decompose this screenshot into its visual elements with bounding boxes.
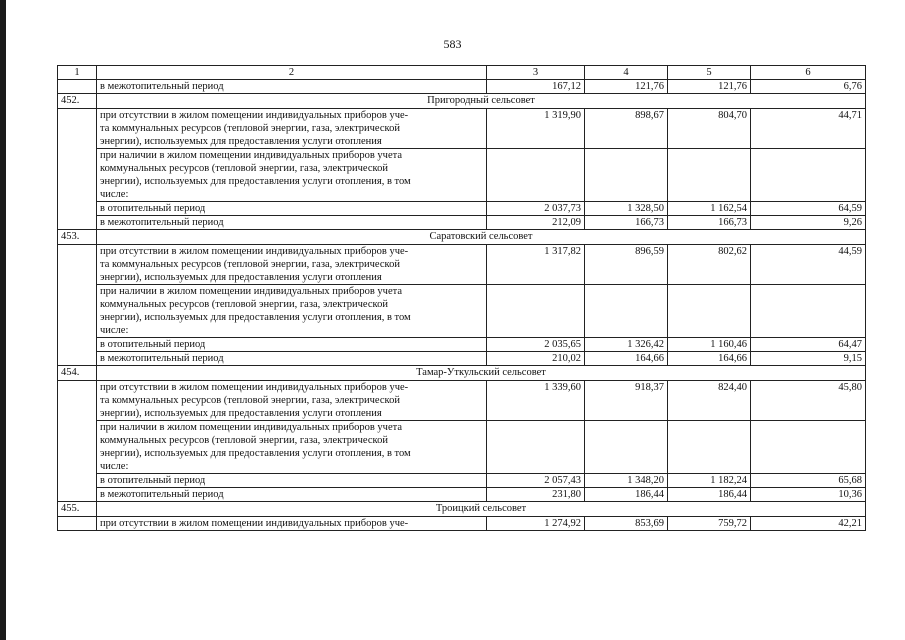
absent-meters-row [58,517,866,531]
description-line: числе: [100,189,129,200]
value-col-5: 824,40 [668,381,751,421]
value-col-4: 166,73 [585,216,668,230]
value-col-4: 164,66 [585,352,668,366]
header-cell-5: 5 [668,66,751,80]
value-col-4: 898,67 [585,109,668,149]
description-cell [97,245,487,285]
empty-value-col-3 [487,285,585,338]
value-col-3: 1 274,92 [487,517,585,531]
description-line: при отсутствии в жилом помещении индивидуальных приборов уче- [100,246,409,257]
heating-period-row [58,474,866,488]
value-col-6: 9,15 [751,352,866,366]
value-col-5: 1 182,24 [668,474,751,488]
value-col-3: 1 319,90 [487,109,585,149]
value-col-6: 45,80 [751,381,866,421]
nonheating-period-row [58,488,866,502]
absent-meters-row [58,381,866,421]
value-col-3: 2 057,43 [487,474,585,488]
row-label: в межотопительный период [97,80,487,94]
description-line: та коммунальных ресурсов (тепловой энергии, газа, электрической [100,123,400,134]
description-line: при наличии в жилом помещении индивидуальных приборов учета [100,286,402,297]
description-cell [97,109,487,149]
row-label: в отопительный период [97,202,487,216]
section-title-row [58,94,866,109]
index-cell [58,245,97,366]
value-col-6: 64,59 [751,202,866,216]
empty-value-col-5 [668,149,751,202]
empty-value-col-3 [487,149,585,202]
value-col-6: 64,47 [751,338,866,352]
value-col-5: 121,76 [668,80,751,94]
value-col-5: 804,70 [668,109,751,149]
description-line: при отсутствии в жилом помещении индивидуальных приборов уче- [100,382,409,393]
description-line: числе: [100,325,129,336]
value-col-6: 9,26 [751,216,866,230]
index-cell [58,80,97,94]
value-col-3: 1 339,60 [487,381,585,421]
description-line: при отсутствии в жилом помещении индивидуальных приборов уче- [100,110,409,121]
header-cell-2: 2 [97,66,487,80]
value-col-5: 759,72 [668,517,751,531]
description-line: энергии), используемых для предоставления услуги отопления [100,272,382,283]
header-cell-6: 6 [751,66,866,80]
index-cell [58,517,97,531]
section-title-row [58,230,866,245]
description-cell [97,517,487,531]
header-row [58,66,866,80]
empty-value-col-5 [668,421,751,474]
description-line: числе: [100,461,129,472]
value-col-5: 802,62 [668,245,751,285]
section-title-row [58,502,866,517]
value-col-5: 1 162,54 [668,202,751,216]
empty-value-col-6 [751,285,866,338]
section-title: Пригородный сельсовет [97,94,866,109]
value-col-4: 1 326,42 [585,338,668,352]
present-meters-row [58,421,866,474]
heating-period-row [58,202,866,216]
page-number: 583 [443,37,462,51]
scan-edge [0,0,6,640]
description-line: энергии), используемых для предоставления услуги отопления, в том [100,312,411,323]
section-index: 455. [58,502,97,517]
header-cell-4: 4 [585,66,668,80]
value-col-6: 10,36 [751,488,866,502]
nonheating-period-row [58,352,866,366]
value-col-5: 166,73 [668,216,751,230]
empty-value-col-4 [585,421,668,474]
present-meters-row [58,149,866,202]
absent-meters-row [58,109,866,149]
description-line: при отсутствии в жилом помещении индивидуальных приборов уче- [100,518,409,529]
section-index: 453. [58,230,97,245]
heating-period-row [58,338,866,352]
value-col-6: 65,68 [751,474,866,488]
empty-value-col-6 [751,149,866,202]
table-body [58,66,866,531]
row-label: в отопительный период [97,474,487,488]
header-cell-3: 3 [487,66,585,80]
value-col-4: 1 348,20 [585,474,668,488]
value-col-4: 1 328,50 [585,202,668,216]
value-col-3: 210,02 [487,352,585,366]
empty-value-col-6 [751,421,866,474]
description-line: коммунальных ресурсов (тепловой энергии, газа, электрической [100,435,388,446]
value-col-5: 1 160,46 [668,338,751,352]
empty-value-col-5 [668,285,751,338]
value-col-6: 44,59 [751,245,866,285]
index-cell [58,381,97,502]
description-line: та коммунальных ресурсов (тепловой энергии, газа, электрической [100,395,400,406]
empty-value-col-4 [585,149,668,202]
description-line: энергии), используемых для предоставления услуги отопления [100,136,382,147]
value-col-6: 6,76 [751,80,866,94]
index-cell [58,109,97,230]
section-title: Тамар-Уткульский сельсовет [97,366,866,381]
description-line: энергии), используемых для предоставления услуги отопления, в том [100,176,411,187]
value-col-6: 44,71 [751,109,866,149]
nonheating-period-row [58,216,866,230]
value-col-3: 2 035,65 [487,338,585,352]
section-index: 452. [58,94,97,109]
value-col-3: 212,09 [487,216,585,230]
description-line: при наличии в жилом помещении индивидуальных приборов учета [100,150,402,161]
description-cell [97,421,487,474]
description-line: при наличии в жилом помещении индивидуальных приборов учета [100,422,402,433]
value-col-4: 121,76 [585,80,668,94]
row-label: в отопительный период [97,338,487,352]
description-line: та коммунальных ресурсов (тепловой энергии, газа, электрической [100,259,400,270]
description-line: коммунальных ресурсов (тепловой энергии, газа, электрической [100,299,388,310]
row-label: в межотопительный период [97,352,487,366]
row-label: в межотопительный период [97,216,487,230]
value-col-3: 231,80 [487,488,585,502]
description-cell [97,285,487,338]
value-col-4: 853,69 [585,517,668,531]
section-title: Троицкий сельсовет [97,502,866,517]
row-label: в межотопительный период [97,488,487,502]
value-col-4: 186,44 [585,488,668,502]
value-col-3: 167,12 [487,80,585,94]
value-col-4: 918,37 [585,381,668,421]
section-title: Саратовский сельсовет [97,230,866,245]
tariff-table [57,65,866,531]
section-title-row [58,366,866,381]
empty-value-col-4 [585,285,668,338]
value-col-5: 164,66 [668,352,751,366]
empty-value-col-3 [487,421,585,474]
value-col-4: 896,59 [585,245,668,285]
description-line: энергии), используемых для предоставления услуги отопления, в том [100,448,411,459]
description-cell [97,149,487,202]
description-cell [97,381,487,421]
section-index: 454. [58,366,97,381]
value-col-3: 1 317,82 [487,245,585,285]
value-col-5: 186,44 [668,488,751,502]
carry-row [58,80,866,94]
value-col-6: 42,21 [751,517,866,531]
present-meters-row [58,285,866,338]
absent-meters-row [58,245,866,285]
value-col-3: 2 037,73 [487,202,585,216]
description-line: энергии), используемых для предоставления услуги отопления [100,408,382,419]
header-cell-1: 1 [58,66,97,80]
description-line: коммунальных ресурсов (тепловой энергии, газа, электрической [100,163,388,174]
